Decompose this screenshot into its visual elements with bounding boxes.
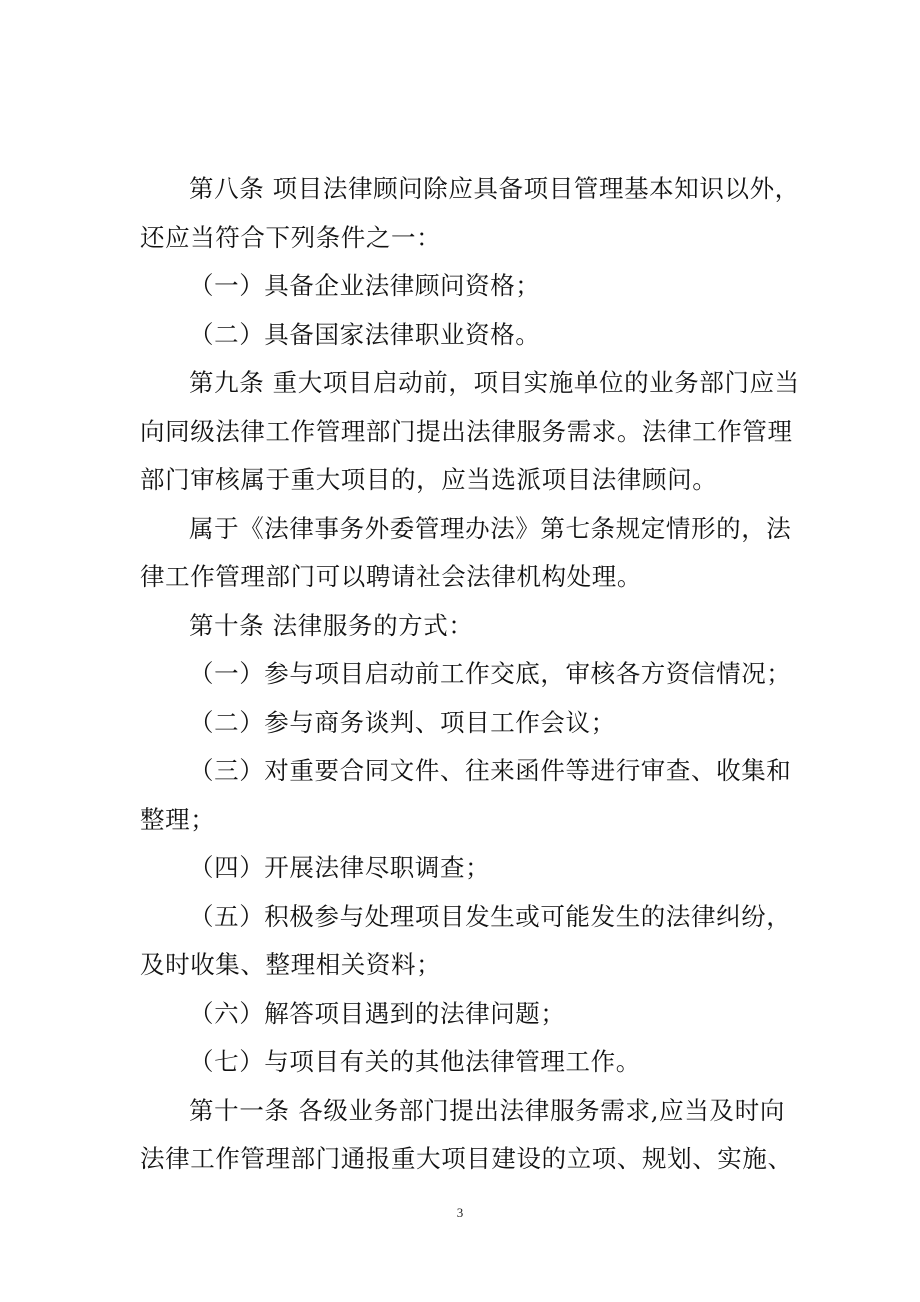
text-line: 属于《法律事务外委管理办法》第七条规定情形的，法 (189, 513, 792, 543)
text-line: 整理； (140, 804, 216, 834)
page-number: 3 (456, 1205, 464, 1220)
text-line: 第十一条 各级业务部门提出法律服务需求,应当及时向 (189, 1095, 785, 1125)
text-line: 第九条 重大项目启动前，项目实施单位的业务部门应当 (189, 368, 800, 397)
text-line: （二）具备国家法律职业资格。 (189, 319, 541, 349)
text-line: 第十条 法律服务的方式： (189, 610, 474, 640)
text-line: 及时收集、整理相关资料； (140, 950, 442, 979)
text-line: （六）解答项目遇到的法律问题； (189, 998, 566, 1028)
text-line: 部门审核属于重大项目的，应当选派项目法律顾问。 (140, 465, 718, 494)
text-line: （七）与项目有关的其他法律管理工作。 (189, 1047, 641, 1076)
text-line: 法律工作管理部门通报重大项目建设的立项、规划、实施、 (140, 1144, 793, 1173)
text-line: （一）具备企业法律顾问资格； (189, 271, 541, 300)
text-line: （五）积极参与处理项目发生或可能发生的法律纠纷， (189, 901, 792, 931)
document-body (140, 165, 800, 1184)
text-line: 律工作管理部门可以聘请社会法律机构处理。 (140, 562, 642, 591)
text-line: 向同级法律工作管理部门提出法律服务需求。法律工作管理 (140, 416, 793, 446)
text-line: （四）开展法律尽职调查； (189, 853, 491, 882)
text-line: （二）参与商务谈判、项目工作会议； (189, 707, 616, 737)
text-line: （一）参与项目启动前工作交底，审核各方资信情况； (189, 659, 792, 688)
text-line: 第八条 项目法律顾问除应具备项目管理基本知识以外， (189, 174, 800, 203)
text-line: （三）对重要合同文件、往来函件等进行审查、收集和 (189, 756, 792, 785)
text-line: 还应当符合下列条件之一： (140, 222, 442, 252)
